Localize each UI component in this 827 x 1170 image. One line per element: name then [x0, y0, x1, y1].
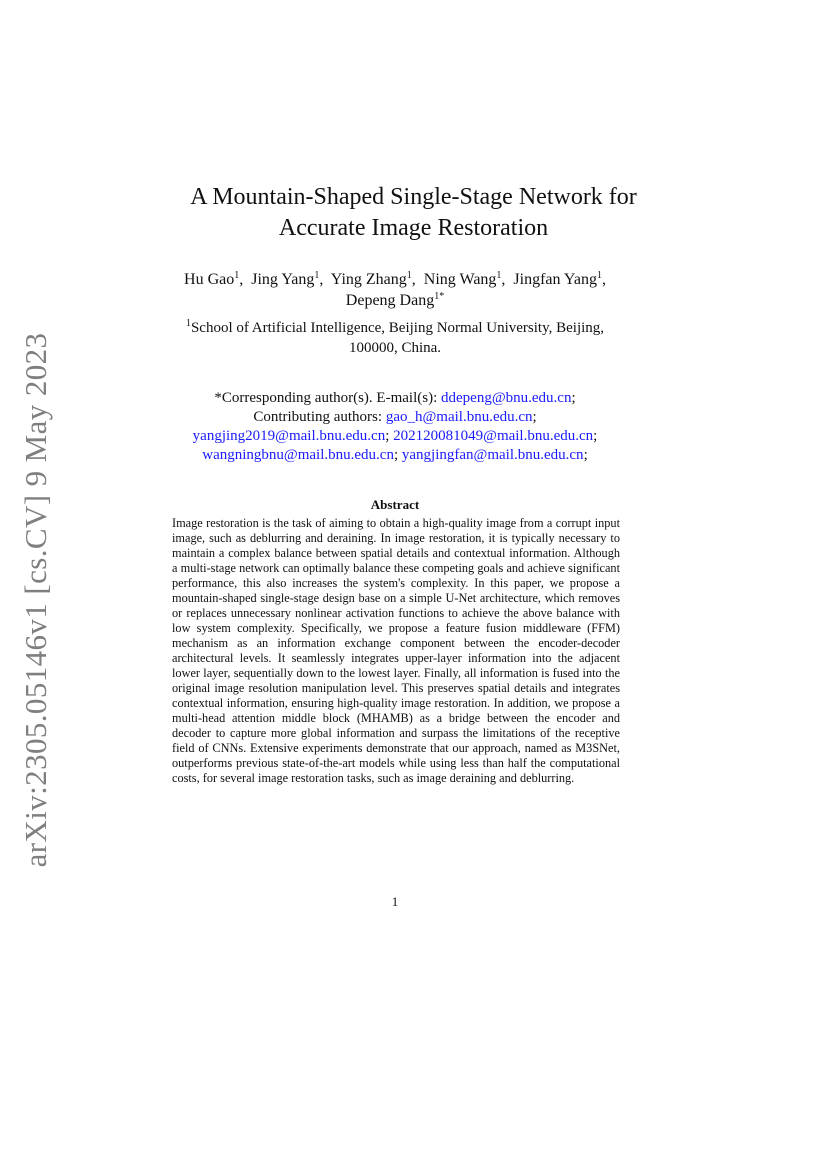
author-affiliation-marker: 1	[314, 270, 320, 281]
corresponding-label: *Corresponding author(s). E-mail(s):	[214, 390, 441, 406]
author-affiliation-marker: 1	[496, 270, 502, 281]
contact-block	[0, 389, 790, 465]
contributing-email-link[interactable]: yangjingfan@mail.bnu.edu.cn	[401, 447, 584, 463]
author-affiliation-marker: 1*	[434, 291, 445, 302]
affiliation-marker: 1	[185, 318, 191, 329]
arxiv-identifier-stamp: arXiv:2305.05146v1 [cs.CV] 9 May 2023	[18, 332, 53, 868]
contributing-email-link[interactable]: yangjing2019@mail.bnu.edu.cn	[192, 428, 386, 444]
title-line-2: Accurate Image Restoration	[278, 215, 549, 241]
title-line-1: A Mountain-Shaped Single-Stage Network for	[190, 184, 637, 210]
affiliation	[0, 318, 790, 358]
abstract-text: Image restoration is the task of aiming to obtain a high-quality image from a corrupt input image, such as deblurring and deraining. In image restoration, it is typically necessary to maintain a complex balance between spatial details and contextual information. Although a multi-stage network can optimally balance these competing goals and achieve significant performance, this also increases the system's complexity. In this paper, we propose a mountain-shaped single-stage design base on a simple U-Net architecture, which removes or replaces unnecessary nonlinear activation functions to achieve the above balance with low system complexity. Specifically, we propose a feature fusion middleware (FFM) mechanism as an information exchange component between the encoder-decoder architectural levels. It seamlessly integrates upper-layer information into the adjacent lower layer, sequentially down to the lowest layer. Finally, all information is fused into the original image resolution manipulation level. This preserves spatial details and integrates contextual information, ensuring high-quality image restoration. In addition, we propose a multi-head attention middle block (MHAMB) as a bridge between the encoder and decoder to capture more global information and surpass the limitations of the receptive field of CNNs. Extensive experiments demonstrate that our approach, named as M3SNet, outperforms previous state-of-the-art models while using less than half the computational costs, for several image restoration tasks, such as image deraining and deblurring.	[172, 516, 620, 785]
affiliation-line-2: 100000, China.	[348, 340, 442, 356]
separator: ;	[583, 447, 588, 463]
affiliation-line-1: School of Artificial Intelligence, Beijing Normal University, Beijing,	[190, 320, 605, 336]
author-name: Hu Gao	[184, 271, 235, 288]
author-name: Jing Yang	[251, 271, 315, 288]
separator: ;	[393, 447, 399, 463]
contributing-email-link[interactable]: gao_h@mail.bnu.edu.cn	[385, 409, 533, 425]
abstract-heading: Abstract	[370, 497, 420, 512]
author-affiliation-marker: 1	[234, 270, 240, 281]
author-name: Jingfan Yang	[513, 271, 597, 288]
paper-title	[0, 182, 827, 244]
separator: ;	[532, 409, 537, 425]
contributing-email-link[interactable]: wangningbnu@mail.bnu.edu.cn	[202, 447, 394, 463]
author-name: Ning Wang	[423, 271, 497, 288]
contributing-email-link[interactable]: 202120081049@mail.bnu.edu.cn	[393, 428, 594, 444]
author-affiliation-marker: 1	[406, 270, 412, 281]
author-name: Depeng Dang	[345, 292, 435, 309]
corresponding-email-link[interactable]: ddepeng@bnu.edu.cn	[441, 390, 572, 406]
author-name: Ying Zhang	[330, 271, 407, 288]
page-number: 1	[391, 894, 399, 909]
separator: ;	[593, 428, 598, 444]
author-list: Hu Gao$^1$, Jing Yang$^1$, Ying Zhang$^1$, Ning Wang$^1$, Jingfan Yang$^1$, Depeng Dang$^{1*}$	[184, 270, 606, 309]
separator: ;	[385, 428, 390, 444]
author-affiliation-marker: 1	[596, 270, 602, 281]
separator: ;	[571, 390, 576, 406]
contributing-label: Contributing authors:	[253, 409, 386, 425]
